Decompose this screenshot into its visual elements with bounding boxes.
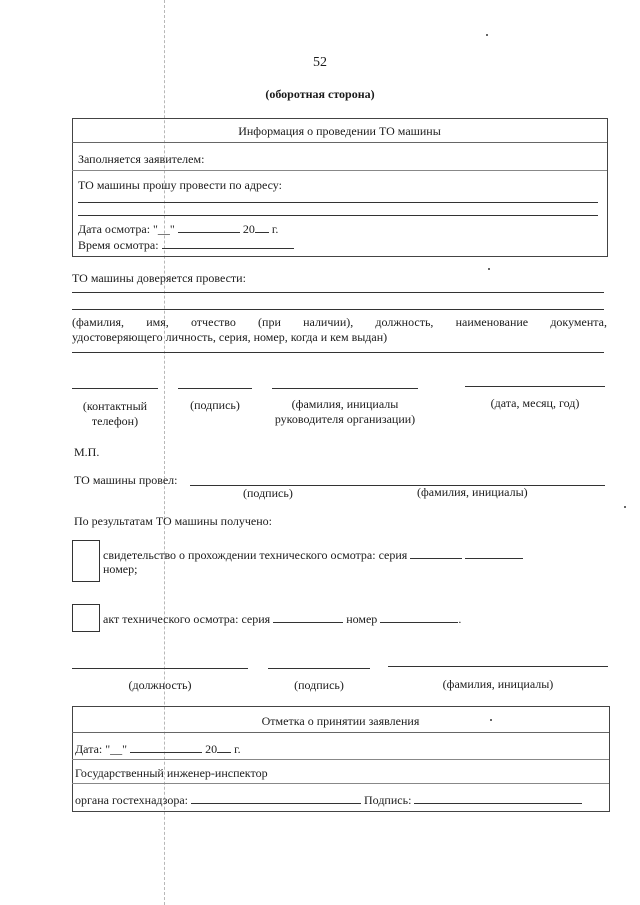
- act-row: [103, 611, 461, 627]
- certificate-row: [103, 547, 523, 563]
- position-line[interactable]: [72, 668, 248, 669]
- act-end: .: [458, 612, 462, 626]
- agency-field[interactable]: [191, 792, 361, 804]
- address-label: ТО машины прошу провести по адресу:: [78, 178, 282, 192]
- act-checkbox[interactable]: [72, 604, 100, 632]
- act-number-field[interactable]: [380, 611, 458, 623]
- inspection-year-prefix: 20: [242, 222, 255, 236]
- trusted-caption-line-2: удостоверяющего личность, серия, номер, когда и кем выдан): [72, 330, 388, 344]
- act-series-field[interactable]: [273, 611, 343, 623]
- signature-caption-2: (подпись): [294, 678, 344, 692]
- acceptance-date-month-field[interactable]: [130, 741, 202, 753]
- inspection-time-field[interactable]: [162, 237, 294, 249]
- conducted-name-caption: (фамилия, инициалы): [417, 485, 528, 499]
- trusted-label: ТО машины доверяется провести:: [72, 271, 246, 285]
- acceptance-date-label: Дата: "__": [75, 742, 128, 756]
- act-number-label: номер: [346, 612, 378, 626]
- info-box-title-divider: [72, 142, 607, 143]
- name-caption-2: (фамилия, инициалы): [442, 677, 554, 691]
- acceptance-divider-1: [72, 732, 609, 733]
- head-name-caption: (фамилия, инициалы руководителя организации): [274, 397, 416, 426]
- trusted-line-3[interactable]: [72, 352, 604, 353]
- acceptance-divider-2: [72, 759, 609, 760]
- name-line-2[interactable]: [388, 666, 608, 667]
- acceptance-date-row: [75, 741, 241, 757]
- filled-by-label: Заполняется заявителем:: [78, 152, 205, 166]
- trusted-line-2[interactable]: [72, 309, 604, 310]
- head-name-line[interactable]: [272, 388, 418, 389]
- scan-speck: [490, 719, 492, 721]
- acceptance-year-field[interactable]: [217, 741, 231, 753]
- info-box-title: Информация о проведении ТО машины: [238, 124, 441, 138]
- inspection-year-suffix: г.: [271, 222, 279, 236]
- phone-line[interactable]: [72, 388, 158, 389]
- inspector-label: Государственный инженер-инспектор: [75, 766, 268, 780]
- acceptance-year-prefix: 20: [205, 742, 218, 756]
- act-text: акт технического осмотра: серия: [103, 612, 271, 626]
- inspection-time-label: Время осмотра:: [78, 238, 159, 252]
- date-caption: (дата, месяц, год): [490, 396, 580, 410]
- stamp-place: М.П.: [74, 445, 100, 459]
- address-line-1[interactable]: [78, 202, 598, 203]
- phone-caption: (контактный телефон): [82, 399, 148, 428]
- acceptance-signature-label: Подпись:: [364, 793, 412, 807]
- signature-line-2[interactable]: [268, 668, 370, 669]
- trusted-line-1[interactable]: [72, 292, 604, 293]
- certificate-checkbox[interactable]: [72, 540, 100, 582]
- trusted-caption-line-1: (фамилия, имя, отчество (при наличии), должность, наименование документа,: [72, 315, 607, 329]
- acceptance-divider-3: [72, 783, 609, 784]
- scan-speck: [486, 34, 488, 36]
- acceptance-year-suffix: г.: [234, 742, 241, 756]
- inspection-date-label: Дата осмотра: "__": [78, 222, 175, 236]
- side-label: (оборотная сторона): [265, 87, 375, 101]
- certificate-series-field-2[interactable]: [465, 547, 523, 559]
- acceptance-title: Отметка о принятии заявления: [261, 714, 420, 728]
- certificate-series-field[interactable]: [410, 547, 462, 559]
- address-line-2[interactable]: [78, 215, 598, 216]
- conducted-label: ТО машины провел:: [74, 473, 178, 487]
- agency-label: органа гостехнадзора:: [75, 793, 188, 807]
- date-line[interactable]: [465, 386, 605, 387]
- certificate-text: свидетельство о прохождении технического осмотра: серия: [103, 548, 408, 562]
- acceptance-signature-field[interactable]: [414, 792, 582, 804]
- agency-row: [75, 792, 582, 808]
- page-number: 52: [313, 55, 327, 70]
- inspection-date-row: [78, 221, 278, 237]
- inspection-year-field[interactable]: [255, 221, 269, 233]
- certificate-number-label: номер;: [103, 562, 138, 576]
- scan-speck: [488, 268, 490, 270]
- position-caption: (должность): [128, 678, 192, 692]
- filled-by-divider: [72, 170, 607, 171]
- conducted-signature-caption: (подпись): [243, 486, 293, 500]
- inspection-time-row: [78, 237, 294, 253]
- inspection-date-month-field[interactable]: [178, 221, 240, 233]
- signature-line-1[interactable]: [178, 388, 252, 389]
- scan-speck: [624, 506, 626, 508]
- signature-caption-1: (подпись): [190, 398, 240, 412]
- results-label: По результатам ТО машины получено:: [74, 514, 273, 528]
